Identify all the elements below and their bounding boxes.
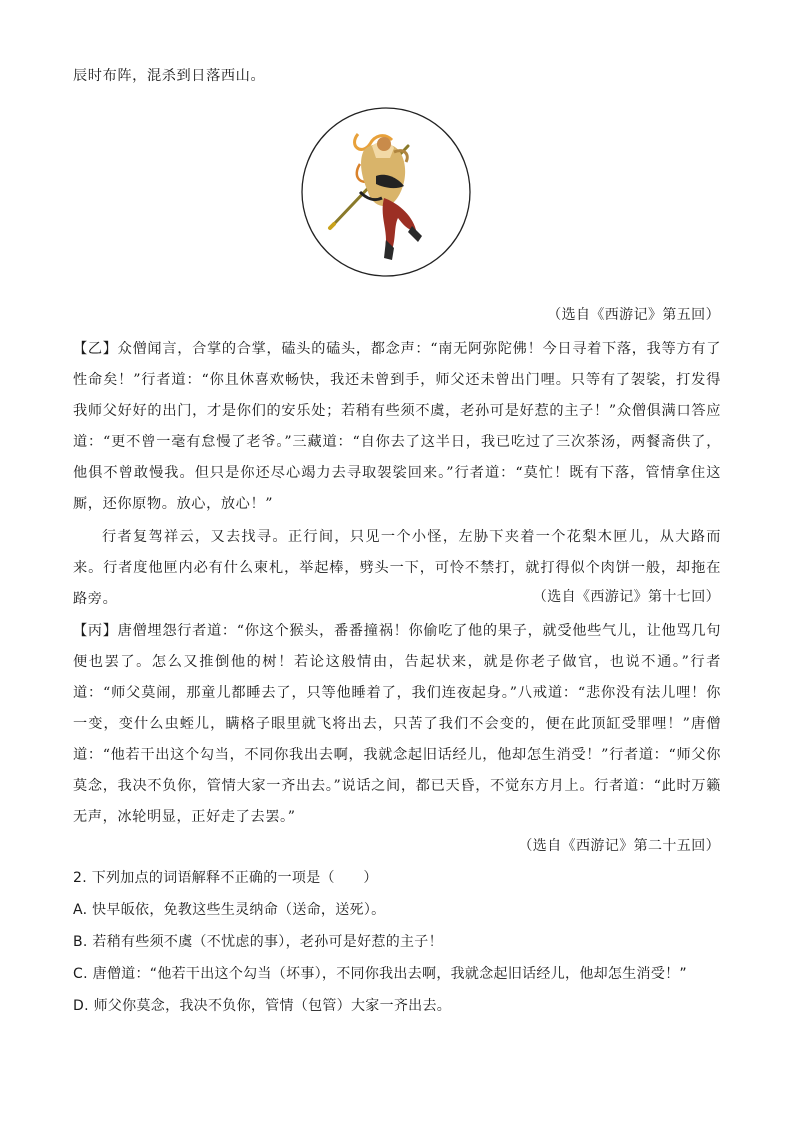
source-citation-b: （选自《西游记》第十七回） [532,589,720,605]
option-a[interactable]: A. 快早皈依，免教这些生灵纳命（送命，送死）。 [73,902,386,918]
source-citation-a: （选自《西游记》第五回） [547,307,720,323]
monkey-king-illustration [300,106,472,278]
source-citation-c: （选自《西游记》第二十五回） [518,838,720,854]
option-b[interactable]: B. 若稍有些须不虞（不忧虑的事），老孙可是好惹的主子！ [73,934,443,950]
passage-a-tail: 辰时布阵，混杀到日落西山。 [73,68,266,84]
question-stem: 2. 下列加点的词语解释不正确的一项是（ ） [73,870,378,886]
passage-b-paragraph-1: 【乙】众僧闻言，合掌的合掌，磕头的磕头，都念声：“南无阿弥陀佛！今日寻着下落，我等方有了性命矣！”行者道：“你且休喜欢畅快，我还未曾到手，师父还未曾出门哩。只等有了袈裟，打发得我师父好好的出门，才是你们的安乐处；若稍有些须不虞，老孙可是好惹的主子！”众僧俱满口答应道：“更不曾一毫有怠慢了老爷。”三藏道：“自你去了这半日，我已吃过了三次茶汤，两餐斋供了，他俱不曾敢慢我。但只是你还尽心竭力去寻取袈裟回来。”行者道：“莫忙！既有下落，管情拿住这厮，还你原物。放心，放心！” [73,341,721,512]
option-d[interactable]: D. 师父你莫念，我决不负你，管情（包管）大家一齐出去。 [73,998,452,1014]
passage-b-paragraph-2: 行者复驾祥云，又去找寻。正行间，只见一个小怪，左胁下夹着一个花梨木匣儿，从大路而来。行者度他匣内必有什么柬札，举起棒，劈头一下，可怜不禁打，就打得似个肉饼一般，却拖在路旁。 [73,529,721,607]
option-c[interactable]: C. 唐僧道：“他若干出这个勾当（坏事），不同你我出去啊，我就念起旧话经儿，他却怎生消受！” [73,966,687,982]
passage-c: 【丙】唐僧埋怨行者道：“你这个猴头，番番撞祸！你偷吃了他的果子，就受他些气儿，让他骂几句便也罢了。怎么又推倒他的树！若论这般情由，告起状来，就是你老子做官，也说不通。”行者道：“师父莫闹，那童儿都睡去了，只等他睡着了，我们连夜起身。”八戒道：“悲你没有法儿哩！你一变，变什么虫蛭儿，瞒格子眼里就飞将出去，只苦了我们不会变的，便在此顶缸受罪哩！”唐僧道：“他若干出这个勾当，不同你我出去啊，我就念起旧话经儿，他却怎生消受！”行者道：“师父你莫念，我决不负你，管情大家一齐出去。”说话之间，都已天昏，不觉东方月上。行者道：“此时万籁无声，冰轮明显，正好走了去罢。” [73,623,721,825]
